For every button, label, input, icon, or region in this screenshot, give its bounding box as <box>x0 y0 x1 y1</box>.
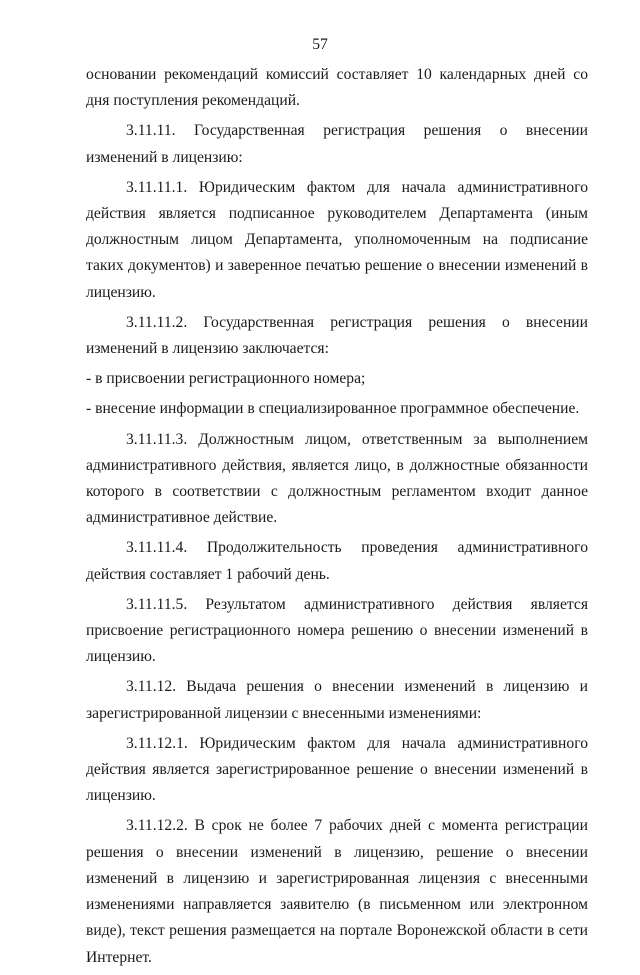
paragraph-continuation: основании рекомендаций комиссий составляет 10 календарных дней со дня поступления рекомендаций. <box>86 66 588 110</box>
paragraph-3-11-11-3: 3.11.11.3. Должностным лицом, ответственным за выполнением административного действия, является лицо, в должностные обязанности которого в соответствии с должностным регламентом входит данное административное действие. <box>86 430 588 527</box>
paragraph-3-11-11-2: 3.11.11.2. Государственная регистрация решения о внесении изменений в лицензию заключается: <box>86 313 588 358</box>
paragraph-3-11-11-5: 3.11.11.5. Результатом административного действия является присвоение регистрационного номера решению о внесении изменений в лицензию. <box>86 595 588 666</box>
paragraph-3-11-12: 3.11.12. Выдача решения о внесении изменений в лицензию и зарегистрированной лицензии с внесенными изменениями: <box>86 678 588 722</box>
list-item-software-entry: - внесение информации в специализированное программное обеспечение. <box>86 400 580 418</box>
paragraph-3-11-11-4: 3.11.11.4. Продолжительность проведения административного действия составляет 1 рабочий день. <box>86 539 588 583</box>
paragraph-3-11-11: 3.11.11. Государственная регистрация решения о внесении изменений в лицензию: <box>86 122 588 166</box>
paragraph-3-11-11-1: 3.11.11.1. Юридическим фактом для начала административного действия является подписанное руководителем Департамента (иным должностным лицом Департамента, уполномоченным на подписание таких документов) и заверенное печатью решение о внесении изменений в лицензию. <box>86 178 588 301</box>
document-body <box>86 62 588 975</box>
paragraph-3-11-12-2: 3.11.12.2. В срок не более 7 рабочих дней с момента регистрации решения о внесении изменений в лицензию, решение о внесении изменений в лицензию и зарегистрированная лицензия с внесенными изменениями направляется заявителю (в письменном или электронном виде), текст решения размещается на портале Воронежской области в сети Интернет. <box>86 817 588 966</box>
list-item-registration-number: - в присвоении регистрационного номера; <box>86 370 366 388</box>
paragraph-3-11-12-1: 3.11.12.1. Юридическим фактом для начала административного действия является зарегистрированное решение о внесении изменений в лицензию. <box>86 734 588 805</box>
page-number: 57 <box>312 36 328 53</box>
